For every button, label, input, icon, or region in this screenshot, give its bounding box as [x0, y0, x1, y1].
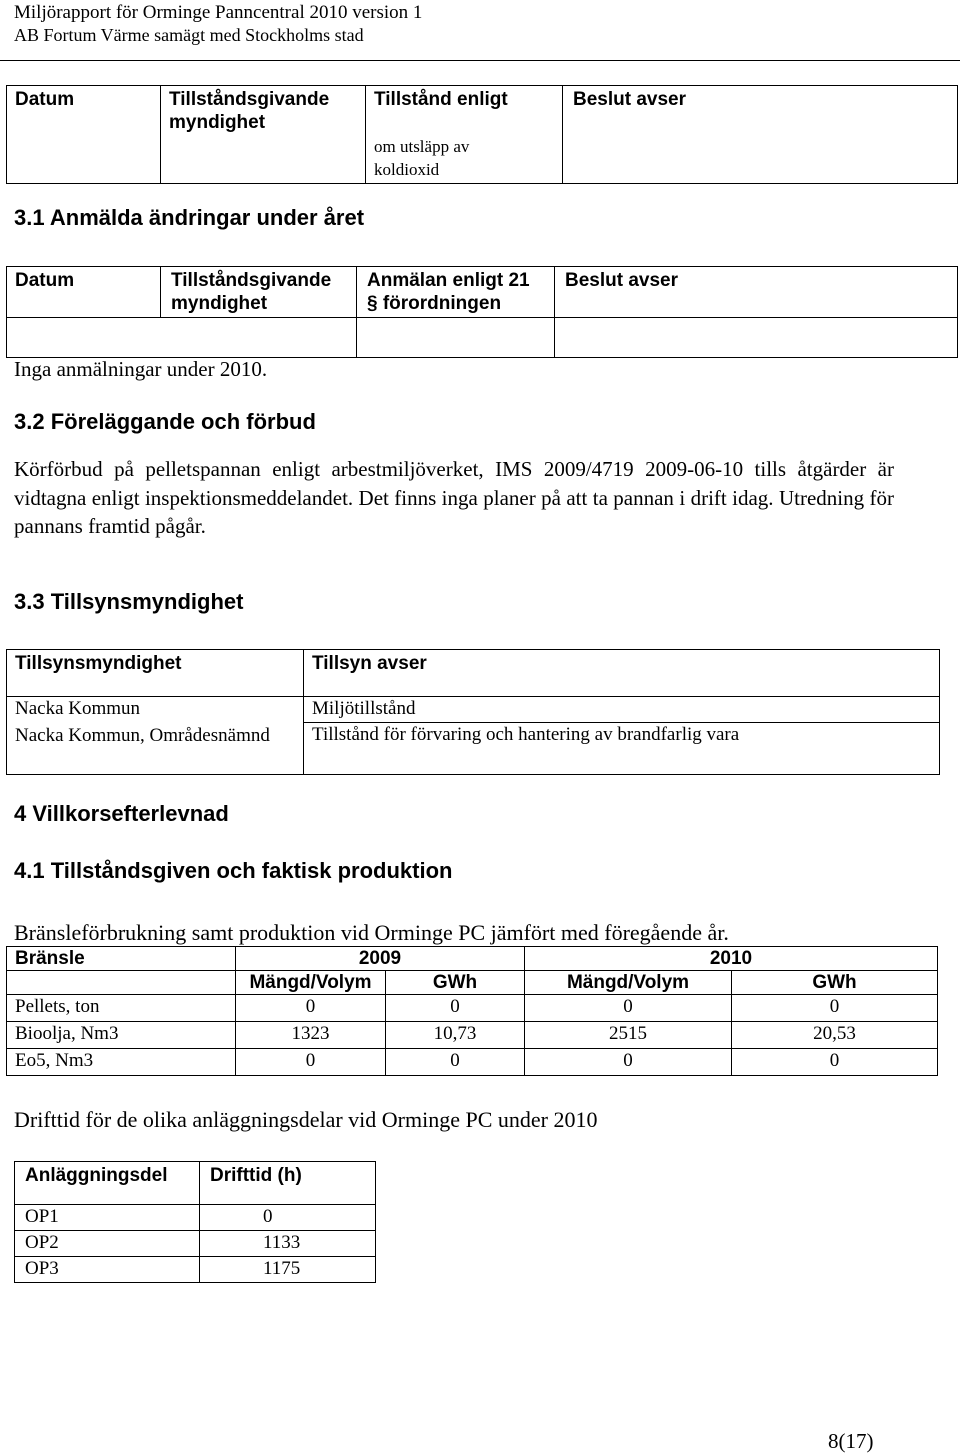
fuel-value-cell: 0 [386, 995, 525, 1022]
fuel-table-gwh-header: GWh [386, 971, 525, 995]
supervision-row-1-authority: Nacka Kommun [7, 697, 304, 723]
permit-table-date-label: Datum [15, 89, 75, 110]
table-row [7, 1022, 938, 1049]
notification-table-empty-cell [555, 318, 958, 358]
supervision-table-scope-label: Tillsyn avser [312, 653, 427, 674]
runtime-unit-cell: OP1 [15, 1205, 200, 1231]
table-row [7, 1049, 938, 1076]
section-4-1-heading: 4.1 Tillståndsgiven och faktisk produktion [14, 858, 453, 883]
notification-table [6, 266, 958, 358]
permit-table-decision-label: Beslut avser [573, 89, 687, 110]
notification-table-date-header [7, 267, 161, 318]
section-3-1-heading: 3.1 Anmälda ändringar under året [14, 205, 365, 230]
fuel-table-year-2009-header: 2009 [236, 947, 525, 971]
notification-table-authority-header [161, 267, 357, 318]
supervision-row-1-scope: Miljötillstånd [304, 697, 940, 723]
notification-table-decision-label: Beslut avser [565, 270, 679, 291]
permit-table-date-header [7, 86, 161, 184]
notification-table-date-label: Datum [15, 270, 75, 291]
runtime-unit-cell: OP3 [15, 1257, 200, 1283]
notification-table-authority-label: Tillståndsgivande myndighet [171, 270, 332, 314]
section-3-2-heading: 3.2 Föreläggande och förbud [14, 409, 316, 434]
fuel-table-fuel-header: Bränsle [7, 947, 236, 971]
table-row [15, 1205, 376, 1231]
permit-table-permit-label: Tillstånd enligt [374, 89, 508, 110]
notification-table-empty-cell [357, 318, 555, 358]
fuel-value-cell: 1323 [236, 1022, 386, 1049]
table-row [15, 1231, 376, 1257]
runtime-hours-cell: 1133 [200, 1231, 376, 1257]
fuel-table-year-2010-header: 2010 [525, 947, 938, 971]
document-header-title: Miljörapport för Orminge Panncentral 2010 version 1 [14, 2, 423, 23]
notification-table-empty-cell [7, 318, 357, 358]
supervision-table-scope-header [304, 650, 940, 697]
runtime-intro-text: Drifttid för de olika anläggningsdelar vid Orminge PC under 2010 [14, 1107, 598, 1132]
supervision-row-2-authority: Nacka Kommun, Områdesnämnd [7, 723, 304, 775]
notification-table-notice-header [357, 267, 555, 318]
table-row [7, 995, 938, 1022]
fuel-name-cell: Eo5, Nm3 [7, 1049, 236, 1076]
injunction-paragraph: Körförbud på pelletspannan enligt arbestmiljöverket, IMS 2009/4719 2009-06-10 tills åtgärder är vidtagna enligt inspektionsmeddelandet. Det finns inga planer på att ta pannan i drift idag. Utredning för pannans framtid pågår. [14, 457, 894, 538]
notification-table-decision-header [555, 267, 958, 318]
permit-table [6, 85, 958, 184]
fuel-value-cell: 10,73 [386, 1022, 525, 1049]
runtime-table-hours-header: Drifttid (h) [200, 1162, 376, 1205]
page-number: 8(17) [828, 1429, 874, 1453]
section-4-heading: 4 Villkorsefterlevnad [14, 801, 229, 826]
fuel-table-volume-header: Mängd/Volym [525, 971, 732, 995]
fuel-table-gwh-header: GWh [732, 971, 938, 995]
document-header-subtitle: AB Fortum Värme samägt med Stockholms stad [14, 25, 364, 45]
runtime-hours-cell: 1175 [200, 1257, 376, 1283]
fuel-table-empty-cell [7, 971, 236, 995]
fuel-intro-text: Bränsleförbrukning samt produktion vid Orminge PC jämfört med föregående år. [14, 920, 729, 945]
supervision-table-authority-header [7, 650, 304, 697]
fuel-value-cell: 2515 [525, 1022, 732, 1049]
header-divider [0, 60, 960, 61]
fuel-value-cell: 0 [236, 995, 386, 1022]
table-row [15, 1257, 376, 1283]
permit-table-decision-header [563, 86, 958, 184]
fuel-value-cell: 0 [386, 1049, 525, 1076]
supervision-row-2-scope: Tillstånd för förvaring och hantering av brandfarlig vara [304, 723, 940, 775]
fuel-value-cell: 20,53 [732, 1022, 938, 1049]
fuel-value-cell: 0 [236, 1049, 386, 1076]
fuel-value-cell: 0 [732, 1049, 938, 1076]
fuel-table-volume-header: Mängd/Volym [236, 971, 386, 995]
runtime-hours-cell: 0 [200, 1205, 376, 1231]
fuel-value-cell: 0 [525, 1049, 732, 1076]
runtime-table [14, 1161, 376, 1283]
notification-table-notice-label: Anmälan enligt 21 § förordningen [367, 270, 530, 314]
supervision-table-authority-label: Tillsynsmyndighet [15, 653, 182, 674]
permit-table-authority-header [161, 86, 366, 184]
fuel-name-cell: Bioolja, Nm3 [7, 1022, 236, 1049]
fuel-value-cell: 0 [525, 995, 732, 1022]
permit-table-permit-header [366, 86, 563, 184]
fuel-table [6, 946, 938, 1076]
permit-table-authority-label: Tillståndsgivande myndighet [169, 89, 330, 133]
runtime-unit-cell: OP2 [15, 1231, 200, 1257]
supervision-table [6, 649, 940, 775]
fuel-value-cell: 0 [732, 995, 938, 1022]
section-3-3-heading: 3.3 Tillsynsmyndighet [14, 589, 244, 614]
permit-table-permit-sublabel: om utsläpp av koldioxid [374, 137, 470, 179]
fuel-name-cell: Pellets, ton [7, 995, 236, 1022]
runtime-table-unit-header: Anläggningsdel [15, 1162, 200, 1205]
no-notifications-note: Inga anmälningar under 2010. [14, 357, 268, 381]
